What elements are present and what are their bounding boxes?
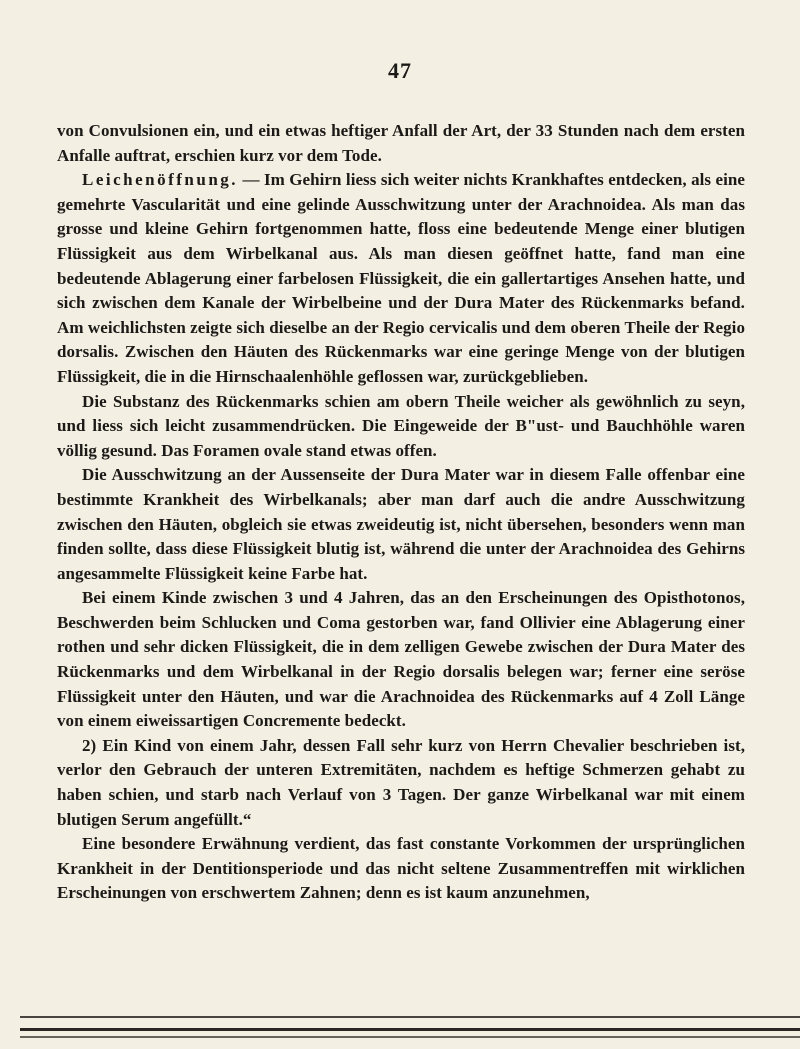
paragraph-text: — Im Gehirn liess sich weiter nichts Krankhaftes entdecken, als eine gemehrte Vascularität und eine gelinde Ausschwitzung unter der Arachnoidea. Als man das grosse und kleine Gehirn fortgenommen hatte, floss eine bedeutende Menge einer blutigen Flüssigkeit aus dem Wirbelkanal aus. Als man diesen geöffnet hatte, fand man eine bedeutende Ablagerung einer farbelosen Flüssigkeit, die ein gallertartiges Ansehen hatte, und sich zwischen dem Kanale der Wirbelbeine und der Dura Mater des Rückenmarks befand. Am weichlichsten zeigte sich dieselbe an der Regio cervicalis und dem oberen Theile der Regio dorsalis. Zwischen den Häuten des Rückenmarks war eine geringe Menge von der blutigen Flüssigkeit, die in die Hirnschaalenhöhle geflossen war, zurückgeblieben. [57,170,745,386]
paragraph-2 [57,168,745,389]
body-text [57,119,745,906]
paragraph-4 [57,463,745,586]
paragraph-3 [57,390,745,464]
paragraph-1 [57,119,745,168]
section-heading: Leichenöffnung. [82,170,239,190]
paragraph-text: Bei einem Kinde zwischen 3 und 4 Jahren, das an den Erscheinungen des Opisthotonos, Beschwerden beim Schlucken und Coma gestorben war, fand Ollivier eine Ablagerung einer rothen und sehr dicken Flüssigkeit, die in dem zelligen Gewebe zwischen der Dura Mater des Rückenmarks und dem Wirbelkanal in der Regio dorsalis belegen war; ferner eine seröse Flüssigkeit unter den Häuten, und war die Arachnoidea des Rückenmarks auf 4 Zoll Länge von einem eiweissartigen Concremente bedeckt. [57,588,745,731]
page-edge-line [20,1016,800,1018]
paragraph-text: Eine besondere Erwähnung verdient, das fast constante Vorkommen der ursprünglichen Krankheit in der Dentitionsperiode und das nicht seltene Zusammentreffen mit wirklichen Erscheinungen von erschwertem Zahnen; denn es ist kaum anzunehmen, [57,834,745,903]
page-number: 47 [388,58,412,83]
paragraph-5 [57,586,745,734]
paragraph-text: von Convulsionen ein, und ein etwas heftiger Anfall der Art, der 33 Stunden nach dem ersten Anfalle auftrat, erschien kurz vor dem Tode. [57,121,745,165]
page-edge-line [20,1036,800,1038]
paragraph-text: Die Ausschwitzung an der Aussenseite der Dura Mater war in diesem Falle offenbar eine bestimmte Krankheit des Wirbelkanals; aber man darf auch die andre Ausschwitzung zwischen den Häuten, obgleich sie etwas zweideutig ist, nicht übersehen, besonders wenn man finden sollte, dass diese Flüssigkeit blutig ist, während die unter der Arachnoidea des Gehirns angesammelte Flüssigkeit keine Farbe hat. [57,465,745,583]
paragraph-text: 2) Ein Kind von einem Jahr, dessen Fall sehr kurz von Herrn Chevalier beschrieben ist, verlor den Gebrauch der unteren Extremitäten, nachdem es heftige Schmerzen gehabt zu haben schien, und starb nach Verlauf von 3 Tagen. Der ganze Wirbelkanal war mit einem blutigen Serum angefüllt.“ [57,735,745,829]
paragraph-text: Die Substanz des Rückenmarks schien am obern Theile weicher als gewöhnlich zu seyn, und liess sich leicht zusammendrücken. Die Eingeweide der B"ust- und Bauchhöhle waren völlig gesund. Das Foramen ovale stand etwas offen. [57,391,745,460]
paragraph-7 [57,832,745,906]
page-edge-line [20,1028,800,1031]
paragraph-6 [57,734,745,832]
